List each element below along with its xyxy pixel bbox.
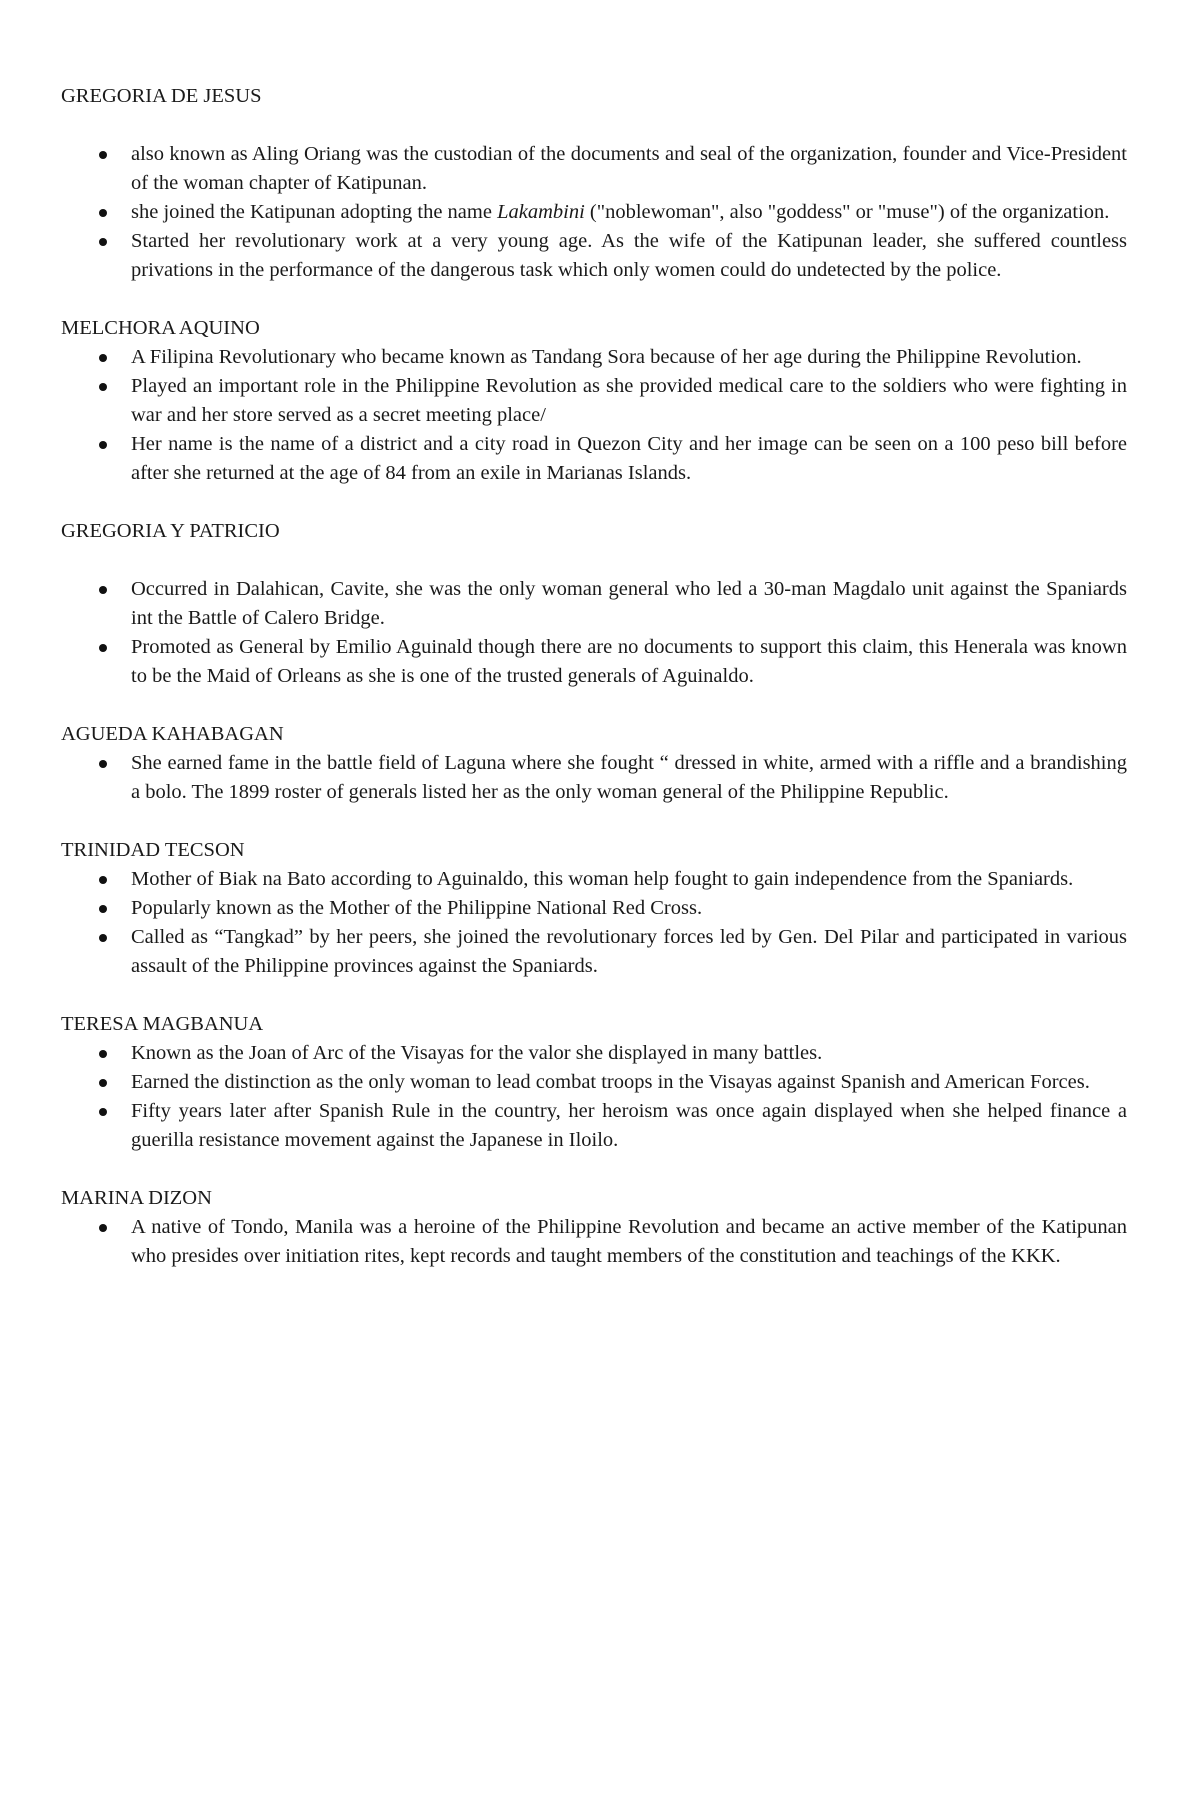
bullet-text: ("noblewoman", also "goddess" or "muse") of the organization.: [584, 201, 1110, 223]
bullet-item: She earned fame in the battle field of Laguna where she fought “ dressed in white, armed with a riffle and a brandishing a bolo. The 1899 roster of generals listed her as the only woman general of the Philippine Republic.: [61, 749, 1127, 807]
bullet-item: Called as “Tangkad” by her peers, she joined the revolutionary forces led by Gen. Del Pilar and participated in various assault of the Philippine provinces against the Spaniards.: [61, 923, 1127, 981]
section-title: GREGORIA DE JESUS: [61, 85, 262, 107]
section-title: GREGORIA Y PATRICIO: [61, 520, 280, 542]
bullet-text: she joined the Katipunan adopting the name: [131, 201, 498, 223]
section-agueda-kahabagan: [61, 720, 1127, 807]
bullet-list: [61, 1213, 1127, 1271]
bullet-list: [61, 343, 1127, 488]
bullet-item: Played an important role in the Philippine Revolution as she provided medical care to the soldiers who were fighting in war and her store served as a secret meeting place/: [61, 372, 1127, 430]
bullet-list: [61, 1039, 1127, 1155]
section-marina-dizon: [61, 1184, 1127, 1271]
section-teresa-magbanua: [61, 1010, 1127, 1155]
section-gregoria-y-patricio: [61, 517, 1127, 691]
section-title: AGUEDA KAHABAGAN: [61, 723, 284, 745]
bullet-item: Fifty years later after Spanish Rule in the country, her heroism was once again displayed when she helped finance a guerilla resistance movement against the Japanese in Iloilo.: [61, 1097, 1127, 1155]
section-title: TERESA MAGBANUA: [61, 1013, 264, 1035]
bullet-item: A Filipina Revolutionary who became known as Tandang Sora because of her age during the Philippine Revolution.: [61, 343, 1127, 372]
bullet-list: [61, 865, 1127, 981]
bullet-list: [61, 140, 1127, 285]
bullet-item: Promoted as General by Emilio Aguinald though there are no documents to support this claim, this Henerala was known to be the Maid of Orleans as she is one of the trusted generals of Aguinaldo.: [61, 633, 1127, 691]
bullet-item: Popularly known as the Mother of the Philippine National Red Cross.: [61, 894, 1127, 923]
bullet-item: also known as Aling Oriang was the custodian of the documents and seal of the organization, founder and Vice-President of the woman chapter of Katipunan.: [61, 140, 1127, 198]
section-melchora-aquino: [61, 314, 1127, 488]
bullet-item: Mother of Biak na Bato according to Aguinaldo, this woman help fought to gain independence from the Spaniards.: [61, 865, 1127, 894]
section-trinidad-tecson: [61, 836, 1127, 981]
bullet-item: Started her revolutionary work at a very young age. As the wife of the Katipunan leader, she suffered countless privations in the performance of the dangerous task which only women could do undetected by the police.: [61, 227, 1127, 285]
bullet-item: Earned the distinction as the only woman to lead combat troops in the Visayas against Spanish and American Forces.: [61, 1068, 1127, 1097]
bullet-item: Occurred in Dalahican, Cavite, she was the only woman general who led a 30-man Magdalo unit against the Spaniards int the Battle of Calero Bridge.: [61, 575, 1127, 633]
bullet-text-italic: Lakambini: [497, 201, 585, 223]
document-page: [61, 82, 1127, 1300]
section-gregoria-de-jesus: [61, 82, 1127, 285]
bullet-item: [61, 198, 1127, 227]
bullet-list: [61, 575, 1127, 691]
bullet-item: A native of Tondo, Manila was a heroine of the Philippine Revolution and became an active member of the Katipunan who presides over initiation rites, kept records and taught members of the constitution and teachings of the KKK.: [61, 1213, 1127, 1271]
section-title: MELCHORA AQUINO: [61, 317, 260, 339]
section-title: MARINA DIZON: [61, 1187, 212, 1209]
bullet-item: Her name is the name of a district and a city road in Quezon City and her image can be seen on a 100 peso bill before after she returned at the age of 84 from an exile in Marianas Islands.: [61, 430, 1127, 488]
bullet-item: Known as the Joan of Arc of the Visayas for the valor she displayed in many battles.: [61, 1039, 1127, 1068]
bullet-list: [61, 749, 1127, 807]
section-title: TRINIDAD TECSON: [61, 839, 245, 861]
